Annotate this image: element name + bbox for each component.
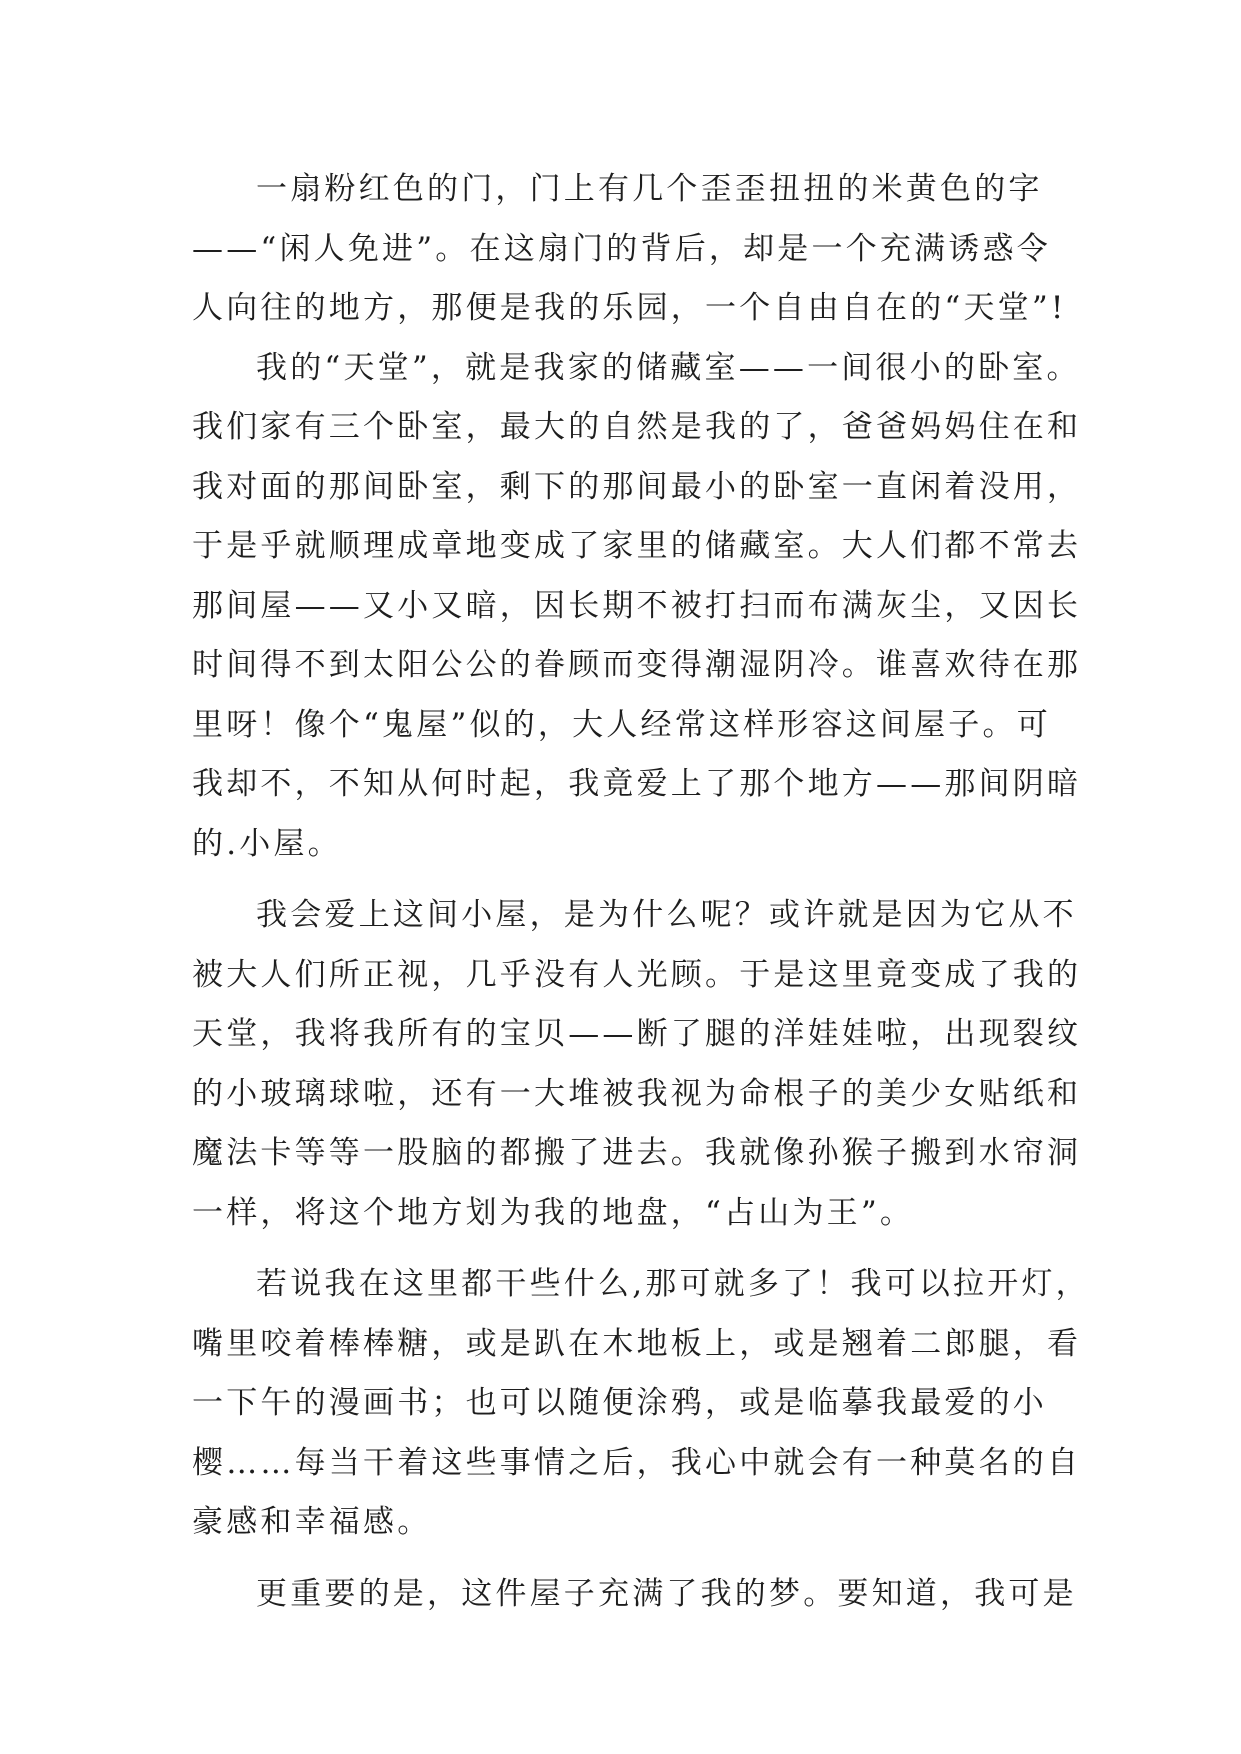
text-line: 那间屋——又小又暗，因长期不被打扫而布满灰尘，又因长	[192, 587, 1082, 624]
text-line: 一扇粉红色的门，门上有几个歪歪扭扭的米黄色的字	[256, 171, 1043, 207]
text-line: 豪感和幸福感。	[192, 1504, 432, 1540]
paragraph-gap	[192, 874, 1062, 886]
text-line: 我会爱上这间小屋，是为什么呢？或许就是因为它从不	[256, 897, 1077, 933]
text-line: ——“闲人免进”。在这扇门的背后，却是一个充满诱惑令	[192, 230, 1051, 267]
paragraph-2	[192, 339, 1082, 875]
text-line: 天堂，我将我所有的宝贝——断了腿的洋娃娃啦，出现裂纹	[192, 1016, 1082, 1052]
text-line: 我的“天堂”，就是我家的储藏室——一间很小的卧室。	[256, 349, 1081, 386]
paragraph-1	[192, 160, 1067, 339]
document-body	[192, 160, 1090, 1624]
paragraph-3	[192, 886, 1082, 1243]
text-line: 的小玻璃球啦，还有一大堆被我视为命根子的美少女贴纸和	[192, 1075, 1082, 1112]
paragraph-4	[192, 1255, 1090, 1553]
text-line: 于是乎就顺理成章地变成了家里的储藏室。大人们都不常去	[192, 528, 1082, 564]
paragraph-gap	[192, 1553, 1062, 1565]
text-line: 魔法卡等等一股脑的都搬了进去。我就像孙猴子搬到水帘洞	[192, 1135, 1082, 1171]
text-line: 的.小屋。	[192, 825, 342, 862]
text-line: 樱……每当干着这些事情之后，我心中就会有一种莫名的自	[192, 1444, 1082, 1481]
text-line: 一下午的漫画书；也可以随便涂鸦，或是临摹我最爱的小	[192, 1385, 1047, 1421]
text-line: 我们家有三个卧室，最大的自然是我的了，爸爸妈妈住在和	[192, 409, 1082, 445]
text-line: 嘴里咬着棒棒糖，或是趴在木地板上，或是翘着二郎腿，看	[192, 1325, 1082, 1362]
text-line: 我对面的那间卧室，剩下的那间最小的卧室一直闲着没用，	[192, 468, 1082, 505]
text-line: 我却不，不知从何时起，我竟爱上了那个地方——那间阴暗	[192, 766, 1082, 802]
paragraph-gap	[192, 1243, 1062, 1255]
paragraph-5	[192, 1565, 1077, 1625]
text-line: 更重要的是，这件屋子充满了我的梦。要知道，我可是	[256, 1575, 1077, 1612]
text-line: 一样，将这个地方划为我的地盘，“占山为王”。	[192, 1194, 915, 1231]
text-line: 里呀！像个“鬼屋”似的，大人经常这样形容这间屋子。可	[192, 706, 1051, 743]
text-line: 时间得不到太阳公公的眷顾而变得潮湿阴冷。谁喜欢待在那	[192, 647, 1082, 683]
text-line: 被大人们所正视，几乎没有人光顾。于是这里竟变成了我的	[192, 956, 1082, 993]
text-line: 人向往的地方，那便是我的乐园，一个自由自在的“天堂”!	[192, 290, 1067, 326]
text-line: 若说我在这里都干些什么,那可就多了！我可以拉开灯，	[256, 1266, 1090, 1302]
